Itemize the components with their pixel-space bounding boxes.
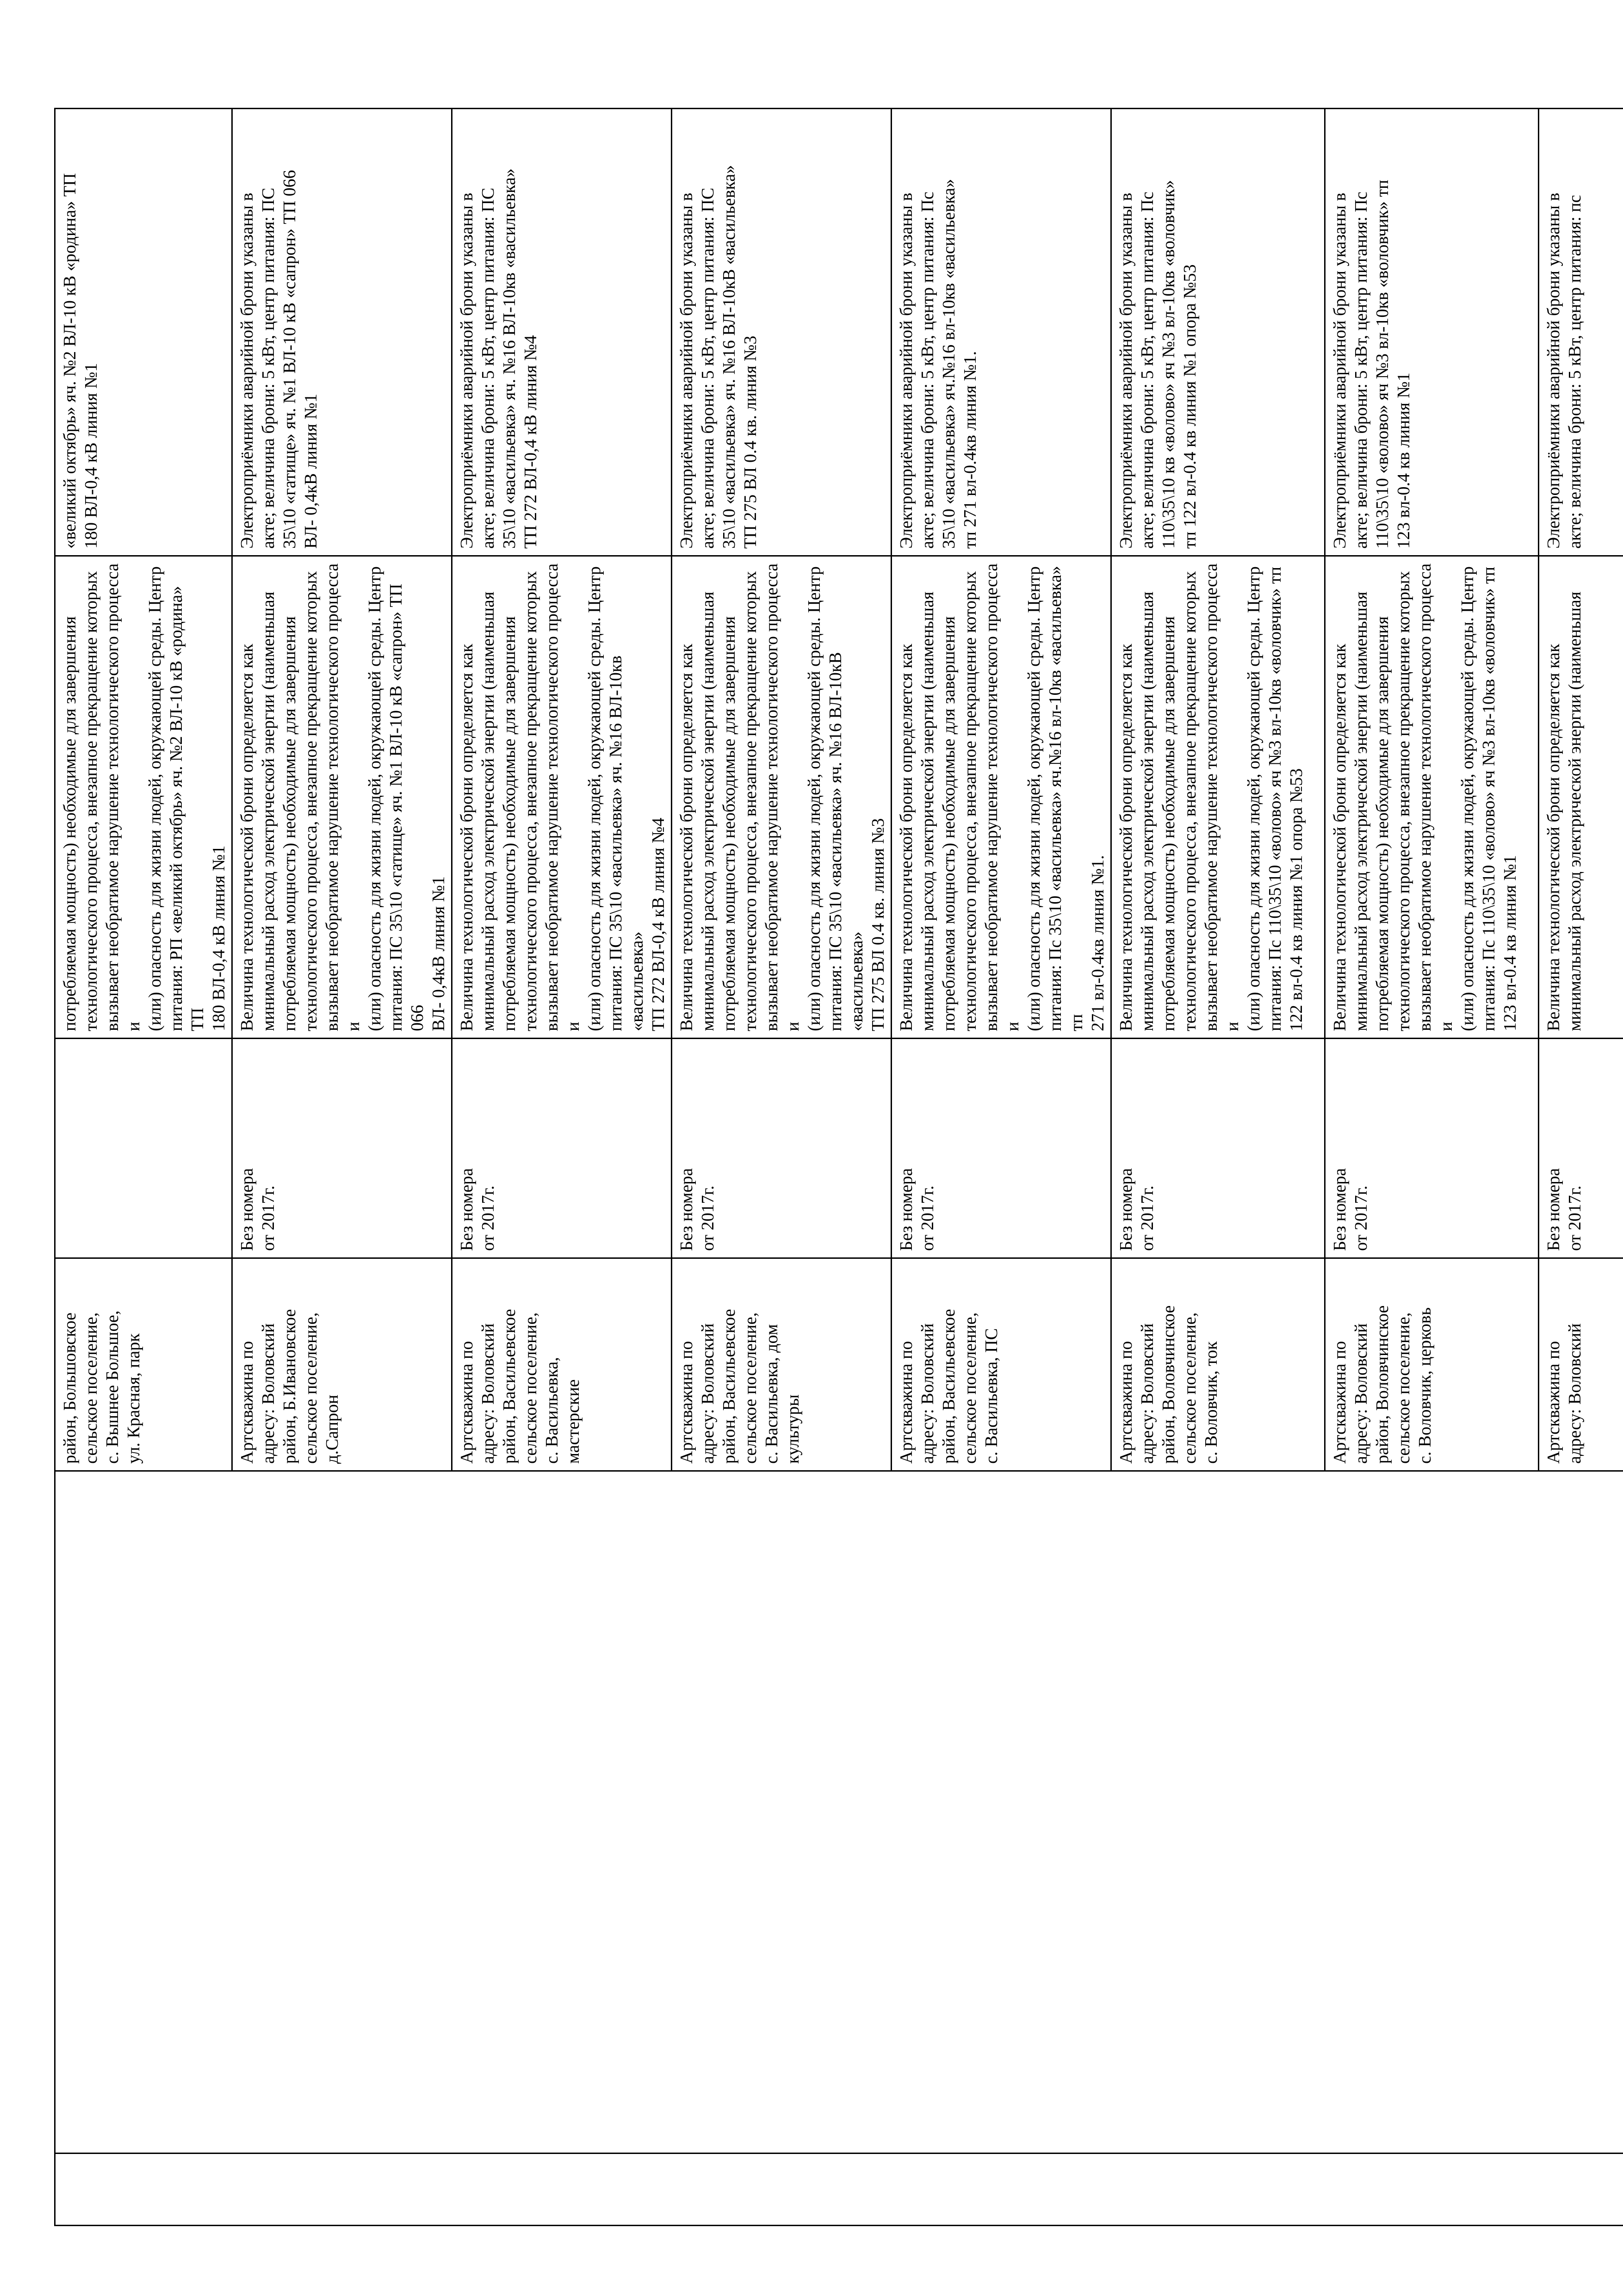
emergency-reserve-text: Электроприёмники аварийной брони указаны в акте; величина брони: 5 кВт, центр питания: ПС 35\10 «гатище» яч. №1 ВЛ-10 кВ «сапрон» ТП 066 ВЛ- 0,4кВ линия №1 <box>237 170 321 549</box>
object-text: Артскважина по адресу: Воловский район, Воловчинское сельское поселение, с. Воловчик, ток <box>1116 1305 1221 1464</box>
tech-reserve-text: Величина технологической брони определяется как минимальный расход электрической энергии (наименьшая потребляемая мощность) необходимые для завершения технологического процесса, внезапное прекращение которых вызывает необратимое нарушение технологического процесса и (или) опасность для жизни людей, окружающей среды. Центр питания: Пс 35\10 «васильевка» яч.№16 вл-10кв «васильевка» тп 271 вл-0.4кв линия №1. <box>897 563 1108 1031</box>
tech-reserve-text: Величина технологической брони определяется как минимальный расход электрической энергии (наименьшая потребляемая мощность) необходимые для завершения технологического процесса, внезапное прекращение которых вызывает необратимое нарушение технологического процесса и (или) опасность для жизни людей, окружающей среды. Центр питания: ПС 35\10 «васильевка» яч. №16 ВЛ-10кв «васильевка» ТП 272 ВЛ-0,4 кВ линия №4 <box>457 563 668 1031</box>
act-cell <box>55 1039 232 1258</box>
emergency-reserve-text: Электроприёмники аварийной брони указаны в акте; величина брони: 5 кВт, центр питания: Пс 35\10 «васильевка» яч.№16 вл-10кв «васильевка» тп 271 вл-0.4кв линия №1. <box>897 179 980 549</box>
tech-reserve-cell <box>452 556 672 1039</box>
object-text: Артскважина по адресу: Воловский район, Воловчинское сельское поселение, с. Воловчик, церковь <box>1330 1305 1435 1464</box>
tech-reserve-cell <box>1539 556 1623 1039</box>
tech-reserve-text: потребляемая мощность) необходимые для завершения технологического процесса, внезапное прекращение которых вызывает необратимое нарушение технологического процесса и (или) опасность для жизни людей, окружающей среды. Центр питания: РП «великий октябрь» яч. №2 ВЛ-10 кВ «родина» ТП 180 ВЛ-0,4 кВ линия №1 <box>60 563 229 1031</box>
object-cell <box>1111 1258 1325 1471</box>
rotated-page <box>54 109 1585 2226</box>
act-text: Без номера от 2017г. <box>237 1168 278 1251</box>
act-cell <box>892 1039 1111 1258</box>
act-cell <box>1111 1039 1325 1258</box>
object-cell <box>1325 1258 1539 1471</box>
tech-reserve-cell <box>1111 556 1325 1039</box>
emergency-reserve-cell <box>232 109 452 556</box>
emergency-reserve-text: Электроприёмники аварийной брони указаны в акте; величина брони: 5 кВт, центр питания: Пс 110\35\10 «волово» яч №3 вл-10кв «воловчик» тп 123 вл-0.4 кв линия №1 <box>1330 179 1413 549</box>
object-cell <box>232 1258 452 1471</box>
tech-reserve-text: Величина технологической брони определяется как минимальный расход электрической энергии (наименьшая потребляемая мощность) необходимые для завершения технологического процесса, внезапное прекращение которых вызывает необратимое нарушение технологического процесса и (или) опасность для жизни людей, окружающей среды. Центр питания: ПС 35\10 «гатище» яч. №1 ВЛ-10 кВ «сапрон» ТП 066 ВЛ- 0,4кВ линия №1 <box>237 563 448 1031</box>
act-text: Без номера от 2017г. <box>1544 1168 1585 1251</box>
act-text: Без номера от 2017г. <box>677 1168 718 1251</box>
object-cell <box>892 1258 1111 1471</box>
emergency-reserve-cell <box>1539 109 1623 556</box>
object-text: Артскважина по адресу: Воловский район, Васильевское сельское поселение, с. Васильевка, дом культуры <box>677 1309 803 1464</box>
object-text: район, Большовское сельское поселение, с. Вышнее Большое, ул. Красная, парк <box>60 1310 143 1464</box>
act-text: Без номера от 2017г. <box>1116 1168 1157 1251</box>
object-cell <box>672 1258 892 1471</box>
act-cell <box>232 1039 452 1258</box>
table-row <box>55 109 232 2226</box>
act-text: Без номера от 2017г. <box>897 1168 937 1251</box>
object-text: Артскважина по адресу: Воловский район, Васильевское сельское поселение, с. Васильевка, ПС <box>897 1309 1001 1464</box>
emergency-reserve-text: Электроприёмники аварийной брони указаны в акте; величина брони: 5 кВт, центр питания: ПС 35\10 «васильевка» яч. №16 ВЛ-10кВ «васильевка» ТП 275 ВЛ 0.4 кв. линия №3 <box>677 165 760 549</box>
tech-reserve-cell <box>892 556 1111 1039</box>
emergency-reserve-text: Электроприёмники аварийной брони указаны в акте; величина брони: 5 кВт, центр питания: Пс 110\35\10 кв «волово» яч №3 вл-10кв «воловчик» тп 122 вл-0.4 кв линия №1 опора №53 <box>1116 180 1200 549</box>
tech-reserve-cell <box>672 556 892 1039</box>
tech-reserve-text: Величина технологической брони определяется как минимальный расход электрической энергии (наименьшая потребляемая мощность) необходимые для завершения технологического процесса, внезапное прекращение которых вызывает необратимое нарушение технологического процесса и (или) опасность для жизни людей, окружающей среды. Центр питания: Пс 110\35\10 «волово» яч №3 вл-10кв «воловчик» тп 123 вл-0.4 кв линия №1 <box>1330 563 1520 1031</box>
emergency-reserve-cell <box>672 109 892 556</box>
emergency-reserve-cell <box>452 109 672 556</box>
tech-reserve-text: Величина технологической брони определяется как минимальный расход электрической энергии (наименьшая потребляемая мощность) необходимые для завершения технологического процесса, внезапное прекращение которых вызывает необратимое нарушение технологического процесса и (или) опасность для жизни людей, окружающей среды. Центр питания: ПС 35\10 «васильевка» яч. №16 ВЛ-10кВ «васильевка» ТП 275 ВЛ 0.4 кв. линия №3 <box>677 563 888 1031</box>
tech-reserve-cell <box>55 556 232 1039</box>
emergency-reserve-cell <box>892 109 1111 556</box>
object-text: Артскважина по адресу: Воловский район, Б.Ивановское сельское поселение, д.Сапрон <box>237 1309 342 1464</box>
object-cell <box>452 1258 672 1471</box>
emergency-reserve-cell <box>1325 109 1539 556</box>
object-cell <box>55 1258 232 1471</box>
emergency-reserve-cell <box>1111 109 1325 556</box>
act-cell <box>1325 1039 1539 1258</box>
act-text: Без номера от 2017г. <box>457 1168 498 1251</box>
act-cell <box>672 1039 892 1258</box>
emergency-reserve-text: Электроприёмники аварийной брони указаны в акте; величина брони: 5 кВт, центр питания: ПС 35\10 «васильевка» яч. №16 ВЛ-10кв «васильевка» ТП 272 ВЛ-0,4 кВ линия №4 <box>457 168 540 549</box>
act-cell <box>1539 1039 1623 1258</box>
power-reserve-table <box>54 108 1623 2226</box>
tech-reserve-text: Величина технологической брони определяется как минимальный расход электрической энергии (наименьшая <box>1544 591 1585 1031</box>
object-cell <box>1539 1258 1623 1471</box>
tech-reserve-cell <box>232 556 452 1039</box>
emergency-reserve-text: «великий октябрь» яч. №2 ВЛ-10 кВ «родина» ТП 180 ВЛ-0,4 кВ линия №1 <box>60 173 101 549</box>
number-cell <box>55 2154 1623 2226</box>
object-text: Артскважина по адресу: Воловский <box>1544 1323 1585 1464</box>
object-text: Артскважина по адресу: Воловский район, Васильевское сельское поселение, с. Васильевка, мастерские <box>457 1309 583 1464</box>
consumer-cell <box>55 1471 1623 2154</box>
act-text: Без номера от 2017г. <box>1330 1168 1371 1251</box>
act-cell <box>452 1039 672 1258</box>
tech-reserve-cell <box>1325 556 1539 1039</box>
emergency-reserve-text: Электроприёмники аварийной брони указаны в акте; величина брони: 5 кВт, центр питания: пс <box>1544 192 1585 549</box>
tech-reserve-text: Величина технологической брони определяется как минимальный расход электрической энергии (наименьшая потребляемая мощность) необходимые для завершения технологического процесса, внезапное прекращение которых вызывает необратимое нарушение технологического процесса и (или) опасность для жизни людей, окружающей среды. Центр питания: Пс 110\35\10 «волово» яч №3 вл-10кв «воловчик» тп 122 вл-0.4 кв линия №1 опора №53 <box>1116 563 1306 1031</box>
emergency-reserve-cell <box>55 109 232 556</box>
